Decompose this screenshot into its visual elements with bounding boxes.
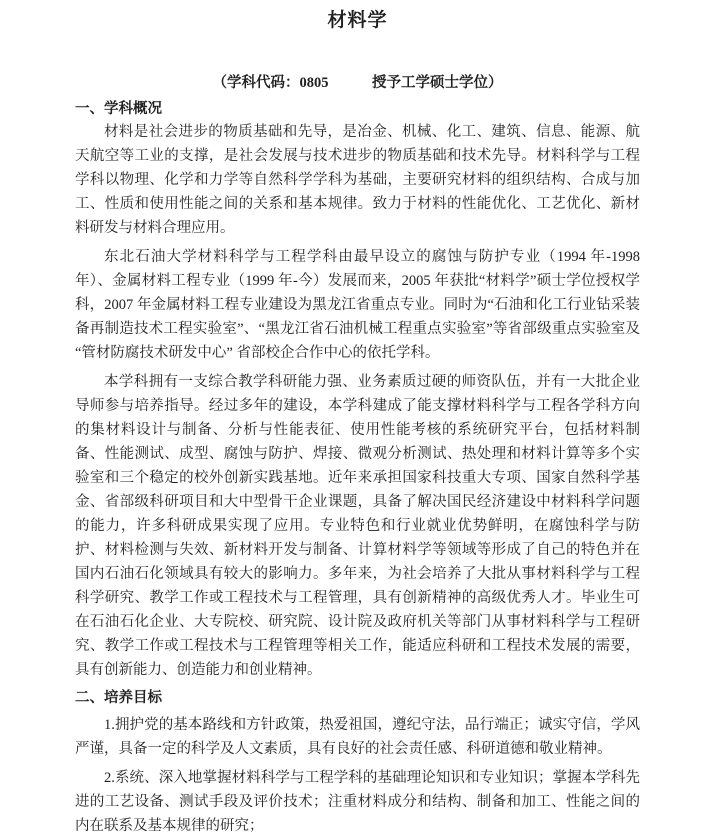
doc-subtitle: （学科代码：0805 授予工学硕士学位） — [212, 75, 503, 91]
overview-paragraph-1: 材料是社会进步的物质基础和先导，是冶金、机械、化工、建筑、信息、能源、航天航空等工业的支撑，是社会发展与技术进步的物质基础和技术先导。材料科学与工程学科以物理、化学和力学等自然科学学科为基础，主要研究材料的组织结构、合成与加工、性质和使用性能之间的关系和基本规律。致力于材料的性能优化、工艺优化、新材料研发与材料合理应用。 — [75, 124, 640, 236]
section-discipline-overview — [75, 98, 640, 682]
doc-title: 材料学 — [327, 10, 388, 31]
section-training-objectives — [75, 687, 640, 838]
overview-paragraph-2: 东北石油大学材料科学与工程学科由最早设立的腐蚀与防护专业（1994 年-1998 年）、金属材料工程专业（1999 年-今）发展而来，2005 年获批“材料学”硕士学位授权学科，2007 年金属材料工程专业建设为黑龙江省重点专业。同时为“石油和化工行业钻采装备再制造技术工程实验室”、“黑龙江省石油机械工程重点实验室”等省部级重点实验室及 “管材防腐技术研发中心” 省部校企合作中心的依托学科。 — [75, 249, 640, 361]
section-training-objectives-heading: 二、培养目标 — [75, 690, 162, 706]
objective-item-2: 2.系统、深入地掌握材料科学与工程学科的基础理论知识和专业知识；掌握本学科先进的工艺设备、测试手段及评价技术；注重材料成分和结构、制备和加工、性能之间的内在联系及基本规律的研究； — [75, 770, 640, 834]
overview-paragraph-3: 本学科拥有一支综合教学科研能力强、业务素质过硬的师资队伍，并有一大批企业导师参与培养指导。经过多年的建设，本学科建成了能支撑材料科学与工程各学科方向的集材料设计与制备、分析与性能表征、使用性能考核的系统研究平台，包括材料制备、性能测试、成型、腐蚀与防护、焊接、微观分析测试、热处理和材料计算等多个实验室和三个稳定的校外创新实践基地。近年来承担国家科技重大专项、国家自然科学基金、省部级科研项目和大中型骨干企业课题，具备了解决国民经济建设中材料科学问题的能力，许多科研成果实现了应用。专业特色和行业就业优势鲜明，在腐蚀科学与防护、材料检测与失效、新材料开发与制备、计算材料学等领域等形成了自己的特色并在国内石油石化领域具有较大的影响力。多年来，为社会培养了大批从事材料科学与工程科学研究、教学工作或工程技术与工程管理，具有创新精神的高级优秀人才。毕业生可在石油石化企业、大专院校、研究院、设计院及政府机关等部门从事材料科学与工程研究、教学工作或工程技术与工程管理等相关工作，能适应科研和工程技术发展的需要，具有创新能力、创造能力和创业精神。 — [75, 374, 640, 678]
section-discipline-overview-heading: 一、学科概况 — [75, 101, 162, 117]
objective-item-1: 1.拥护党的基本路线和方针政策，热爱祖国，遵纪守法，品行端正；诚实守信，学风严谨，具备一定的科学及人文素质，具有良好的社会责任感、科研道德和敬业精神。 — [75, 717, 640, 757]
